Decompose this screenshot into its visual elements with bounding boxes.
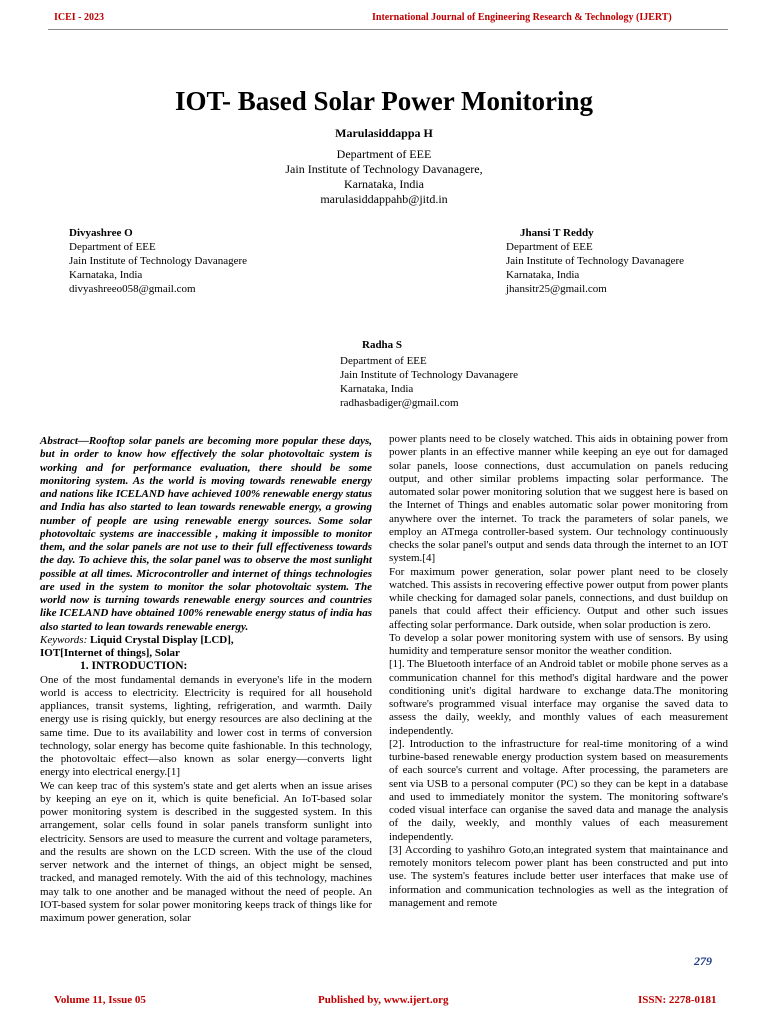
author-name-2: Jhansi T Reddy (520, 227, 594, 239)
author-block-1 (69, 226, 247, 296)
paper-title: IOT- Based Solar Power Monitoring (174, 86, 594, 116)
author-block-2 (506, 226, 684, 296)
author-name-1: Divyashree O (69, 227, 133, 239)
author-dept-3: Department of EEE (340, 355, 427, 367)
author-location-1: Karnataka, India (69, 269, 143, 281)
page-number: 279 (694, 954, 712, 968)
author-email-1[interactable]: divyashreeo058@gmail.com (69, 283, 196, 295)
right-paragraph-4: [1]. The Bluetooth interface of an Android tablet or mobile phone serves as a communication channel for this method's digital hardware and the power conditioning unit's digital hardware to exchange data.The monitoring software's programmed visual interface may organise the saved data to assess the daily, weekly, and monthly values of each measurement independently. (389, 658, 728, 737)
journal-name-header: International Journal of Engineering Research & Technology (IJERT) (372, 12, 672, 23)
right-column (389, 433, 728, 910)
right-paragraph-6: [3] According to yashihro Goto,an integrated system that maintainance and remotely monitors telecom power plant has been constructed and put into use. The system's features include better user interfaces that make use of information and communication technologies as well as the integration of management and remote (389, 843, 728, 909)
author-block-3 (340, 338, 518, 410)
right-paragraph-1: power plants need to be closely watched. This aids in obtaining power from power plants in an effective manner while keeping an eye out for damaged solar panels, loose connections, dust accumulation on panels reducing output, and other similar problems impacting solar performance. The automated solar power monitoring solution that we suggest here is based on the Internet of Things and enables automatic solar power monitoring from anywhere over the internet. To track the parameters of solar panels, we employ an ATmega controller-based system. Our technology continuously checks the solar panel's output and sends data through the internet to an IOT system.[4] (389, 433, 728, 565)
main-author-name: Marulasiddappa H (335, 126, 433, 140)
footer-issn: ISSN: 2278-0181 (638, 994, 717, 1006)
keywords-line-2: IOT[Internet of things], Solar (40, 647, 180, 659)
intro-paragraph-1: One of the most fundamental demands in everyone's life in the modern world is access to electricity. Electricity is required for all household appliances, transit systems, lighting, refrigeration, and warmth. Daily energy use is rising quickly, but energy resources are also declining at the same time. Due to its availability and lower cost in terms of conversion technology, solar energy has become quite fashionable. In this technology, the photovoltaic effect—also known as solar energy—converts light energy into electrical energy.[1] (40, 673, 372, 779)
author-location-2: Karnataka, India (506, 269, 580, 281)
section-heading-introduction: 1. INTRODUCTION: (80, 660, 188, 673)
keywords (40, 634, 372, 647)
author-name-3: Radha S (362, 339, 403, 351)
journal-conference-label: ICEI - 2023 (54, 12, 105, 23)
footer-volume: Volume 11, Issue 05 (54, 994, 146, 1006)
main-author-email[interactable]: marulasiddappahb@jitd.in (320, 192, 448, 206)
author-email-2[interactable]: jhansitr25@gmail.com (506, 283, 607, 295)
footer-publisher[interactable]: Published by, www.ijert.org (318, 994, 449, 1006)
right-paragraph-2: For maximum power generation, solar power plant need to be closely watched. This assists in recovering effective power output from power plants while checking for damaged solar panels, connections, and dust buildup on panels that could affect their efficiency. Output and other such issues affecting solar performance. Dark outside, when solar production is zero. (389, 565, 728, 631)
author-email-3[interactable]: radhasbadiger@gmail.com (340, 397, 459, 409)
main-author-block (0, 126, 768, 207)
right-paragraph-5: [2]. Introduction to the infrastructure for real-time monitoring of a wind turbine-based renewable energy production system based on measurements of each source's current and voltage. After processing, the parameters are sent via USB to a personal computer (PC) so they can be kept in a database and used to immediately monitor the system. The monitoring software's coded visual interface can organise the saved data and manage the analysis of the daily, weekly, and monthly values of each measurement independently. (389, 737, 728, 843)
keywords-label: Keywords: (40, 633, 88, 646)
author-institute-2: Jain Institute of Technology Davanagere (506, 255, 685, 267)
keywords-line-1: Liquid Crystal Display [LCD], (90, 633, 234, 646)
author-location-3: Karnataka, India (340, 383, 414, 395)
author-dept-2: Department of EEE (506, 241, 593, 253)
author-institute-3: Jain Institute of Technology Davanagere (340, 369, 519, 381)
main-author-institute: Jain Institute of Technology Davanagere, (285, 162, 483, 176)
main-author-dept: Department of EEE (336, 147, 432, 161)
header-rule (48, 29, 728, 30)
abstract: Abstract—Rooftop solar panels are becoming more popular these days, but in order to know how effectively the solar photovoltaic system is working and for performance evaluation, there should be some monitoring system. As the world is moving towards renewable energy and nations like ICELAND have achieved 100% renewable energy status and India has also started to lean towards renewable energy, a growing number of people are using renewable energy sources. Some solar photovoltaic systems are inaccessible , making it impossible to monitor them, and the solar panels are not use to their full effectiveness towards the day. To achieve this, the solar panel was to observe the most sunlight possible at all times. Microcontroller and internet of things technologies are used in the system to monitor the solar photovoltaic system. The world now is turning towards renewable energy sources and countries like ICELAND have obtained 100% renewable energy status of india has also started to lean towards renewable energy. (40, 435, 372, 633)
left-column (40, 435, 372, 925)
intro-paragraph-2: We can keep trac of this system's state and get alerts when an issue arises by keeping an eye on it, which is quite beneficial. An IoT-based solar power monitoring system is described in the suggested system. In this arrangement, solar cells found in solar panels transform sunlight into electricity. Sensors are used to measure the current and voltage parameters, and the results are shown on the LCD screen. With the use of the cloud server network and the internet of things, an object might be sensed, tracked, and managed remotely. With the aid of this technology, machines may talk to one another and be managed without the need of people. An IOT-based system for solar power monitoring keeps track of things like for maximum power generation, solar (40, 779, 372, 924)
author-dept-1: Department of EEE (69, 241, 156, 253)
right-paragraph-3: To develop a solar power monitoring system with use of sensors. By using humidity and temperature sensor monitor the weather condition. (389, 631, 728, 657)
author-institute-1: Jain Institute of Technology Davanagere (69, 255, 248, 267)
main-author-location: Karnataka, India (344, 177, 424, 191)
